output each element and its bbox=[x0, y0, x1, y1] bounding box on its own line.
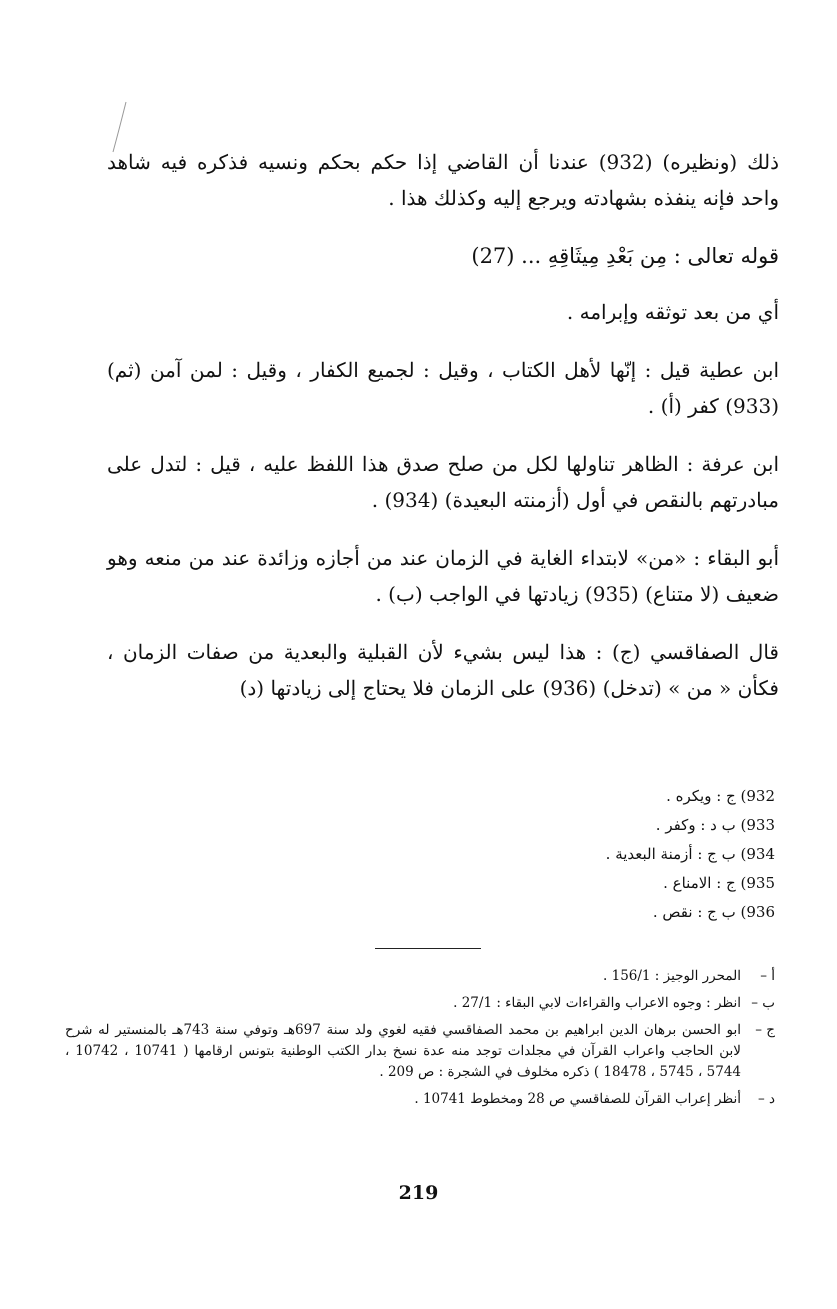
footnote bbox=[65, 1089, 775, 1110]
footnote-text: انظر : وجوه الاعراب والقراءات لابي البقاء : 27/1 . bbox=[453, 995, 741, 1011]
variant-note: 936) ب ج : نقص . bbox=[652, 903, 775, 921]
variant-note: 935) ج : الامناع . bbox=[663, 874, 775, 892]
paragraph-5: أبو البقاء : «من» لابتداء الغاية في الزمان عند من أجازه وزائدة عند من منعه وهو ضعيف (لا متناع) (935) زيادتها في الواجب (ب) . bbox=[107, 546, 779, 606]
paragraph-4: ابن عرفة : الظاهر تناولها لكل من صلح صدق هذا اللفظ عليه ، قيل : لتدل على مبادرتهم بالنقص في أول (أزمنته البعيدة) (934) . bbox=[107, 452, 779, 512]
footnote-text: المحرر الوجيز : 156/1 . bbox=[603, 968, 741, 984]
variant-note: 934) ب ج : أزمنة البعدية . bbox=[605, 845, 775, 863]
manuscript-variants bbox=[475, 782, 775, 927]
footnote-marker: ج – bbox=[755, 1022, 775, 1038]
page-number: 219 bbox=[398, 1182, 439, 1204]
quran-verse-line: قوله تعالى : مِن بَعْدِ مِيثَاقِهِ ... (27) bbox=[471, 244, 779, 268]
footnote-text: أنظر إعراب القرآن للصفاقسي ص 28 ومخطوط 10741 . bbox=[414, 1091, 741, 1107]
variant-note: 932) ج : ويكره . bbox=[666, 787, 775, 805]
footnote-marker: د – bbox=[757, 1091, 775, 1107]
footnote-marker: ب – bbox=[751, 995, 775, 1011]
variant-note: 933) ب د : وكفر . bbox=[655, 816, 775, 834]
footnote-divider bbox=[375, 948, 481, 949]
footnote bbox=[65, 993, 775, 1014]
footnote bbox=[65, 966, 775, 987]
main-text bbox=[107, 144, 779, 706]
footnote-marker: أ – bbox=[760, 968, 775, 984]
paragraph-6: قال الصفاقسي (ج) : هذا ليس بشيء لأن القبلية والبعدية من صفات الزمان ، فكأن « من » (تدخل) (936) على الزمان فلا يحتاج إلى زيادتها (د) bbox=[107, 640, 779, 700]
footnotes bbox=[65, 966, 775, 1110]
paragraph-1: ذلك (ونظيره) (932) عندنا أن القاضي إذا حكم بحكم ونسيه فذكره فيه شاهد واحد فإنه ينفذه بشهادته ويرجع إليه وكذلك هذا . bbox=[107, 150, 779, 210]
footnote bbox=[65, 1020, 775, 1083]
footnote-text: ابو الحسن برهان الدين ابراهيم بن محمد الصفاقسي فقيه لغوي ولد سنة 697هـ وتوفي سنة 743هـ بالمنستير له شرح لابن الحاجب واعراب القرآن في مجلدات توجد منه عدة نسخ بدار الكتب الوطنية بتونس ارقامها ( 10741 ، 10742 ، 5744 ، 5745 ، 18478 ) ذكره مخلوف في الشجرة : ص 209 . bbox=[65, 1022, 741, 1080]
paragraph-3: ابن عطية قيل : إنّها لأهل الكتاب ، وقيل : لجميع الكفار ، وقيل : لمن آمن (ثم) (933) كفر (أ) . bbox=[107, 358, 779, 418]
paragraph-2: أي من بعد توثقه وإبرامه . bbox=[566, 300, 779, 324]
